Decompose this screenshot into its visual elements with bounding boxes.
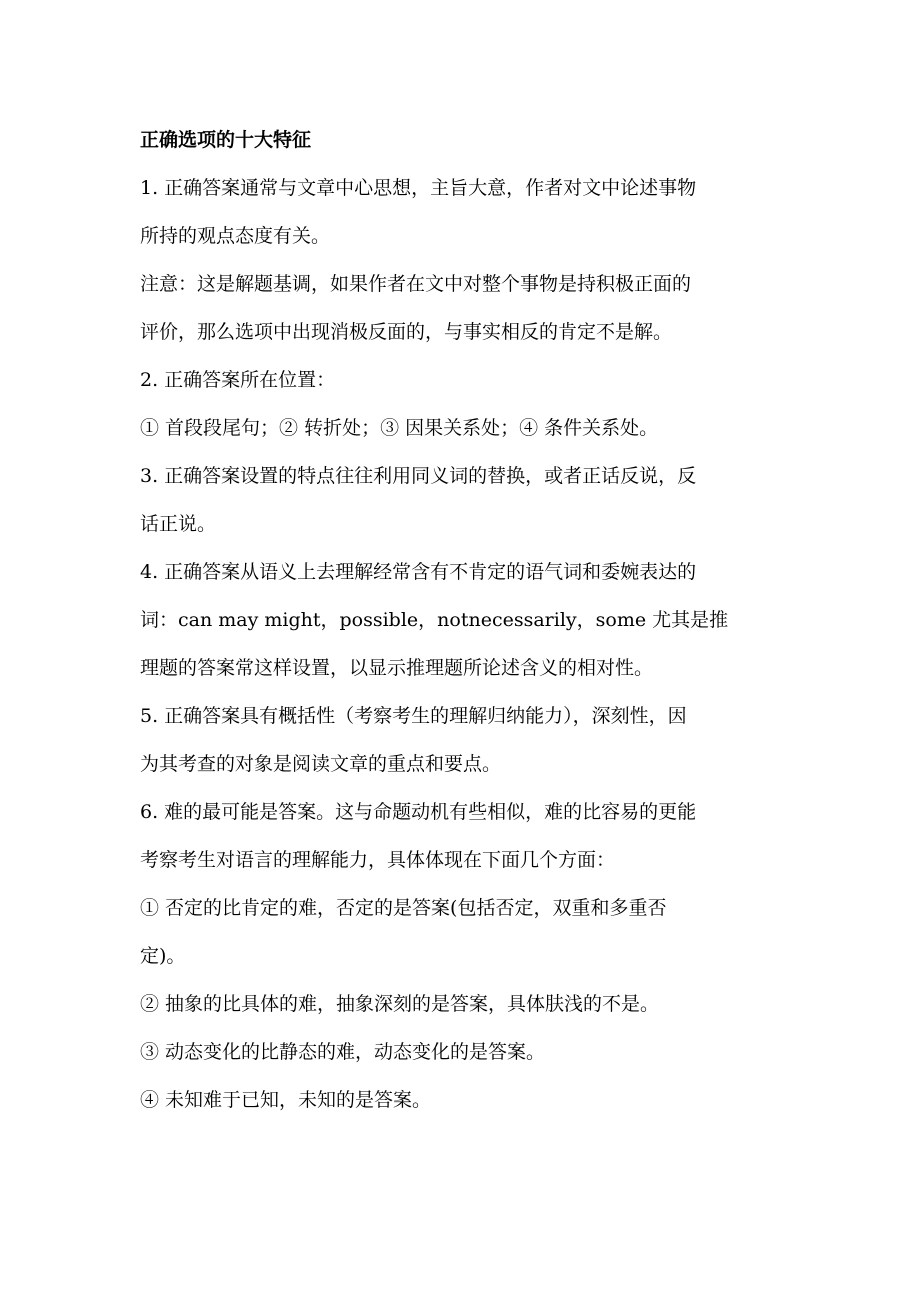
text-line: 为其考查的对象是阅读文章的重点和要点。	[140, 753, 502, 775]
text-line: 定)。	[140, 945, 186, 967]
text-line: ④ 未知难于已知，未知的是答案。	[140, 1089, 432, 1111]
document-body	[140, 116, 782, 1124]
text-line: ② 抽象的比具体的难，抽象深刻的是答案，具体肤浅的不是。	[140, 993, 660, 1015]
text-line: ③ 动态变化的比静态的难，动态变化的是答案。	[140, 1041, 546, 1063]
document-title: 正确选项的十大特征	[140, 129, 312, 151]
text-line: 注意：这是解题基调，如果作者在文中对整个事物是持积极正面的	[140, 273, 692, 295]
text-line: 所持的观点态度有关。	[140, 225, 331, 247]
text-line: 2. 正确答案所在位置：	[140, 369, 336, 391]
text-line: ① 首段段尾句；② 转折处；③ 因果关系处；④ 条件关系处。	[140, 417, 659, 439]
text-line: 评价，那么选项中出现消极反面的，与事实相反的肯定不是解。	[140, 321, 673, 343]
text-line: 1. 正确答案通常与文章中心思想，主旨大意，作者对文中论述事物	[140, 177, 697, 199]
text-line: ① 否定的比肯定的难，否定的是答案(包括否定，双重和多重否	[140, 897, 667, 919]
text-line: 理题的答案常这样设置，以显示推理题所论述含义的相对性。	[140, 657, 654, 679]
text-line: 3. 正确答案设置的特点往往利用同义词的替换，或者正话反说，反	[140, 465, 697, 487]
text-line: 考察考生对语言的理解能力，具体体现在下面几个方面：	[140, 849, 616, 871]
text-line: 词：can may might，possible，notnecessarily，some 尤其是推	[140, 609, 729, 631]
text-line: 话正说。	[140, 513, 217, 535]
text-line: 5. 正确答案具有概括性（考察考生的理解归纳能力），深刻性，因	[140, 705, 687, 727]
text-line: 4. 正确答案从语义上去理解经常含有不肯定的语气词和委婉表达的	[140, 561, 697, 583]
text-line: 6. 难的最可能是答案。这与命题动机有些相似，难的比容易的更能	[140, 801, 697, 823]
